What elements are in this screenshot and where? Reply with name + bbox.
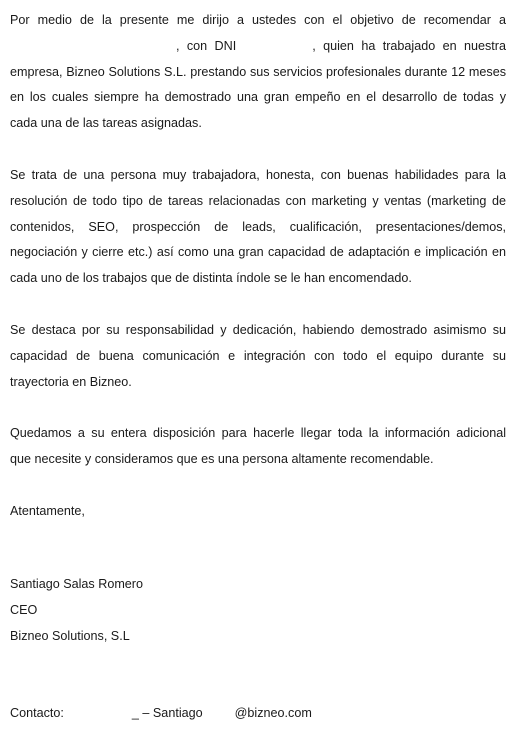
contact-email-domain: @bizneo.com <box>234 706 312 720</box>
text-line: , con DNI , quien ha trabajado en nuestra <box>176 38 506 53</box>
text-line: Quedamos a su entera disposición para hacerle llegar toda la información adicional <box>10 426 506 441</box>
closing-salutation: Atentamente, <box>10 503 85 518</box>
signer-company: Bizneo Solutions, S.L <box>10 628 130 643</box>
signer-role: CEO <box>10 602 38 617</box>
paragraph-availability <box>10 421 506 473</box>
contact-separator: _ – Santiago <box>131 706 203 720</box>
text-line: contenidos, SEO, prospección de leads, cualificación, presentaciones/demos, <box>10 219 506 234</box>
paragraph-responsibility <box>10 318 506 395</box>
paragraph-intro <box>10 8 506 137</box>
signer-name: Santiago Salas Romero <box>10 577 144 591</box>
letter-body <box>10 8 506 525</box>
text-line: negociación y cierre etc.) así como una gran capacidad de adaptación e implicación en <box>10 245 506 260</box>
text-line: en los cuales siempre ha demostrado una gran empeño en el desarrollo de todas y <box>10 90 506 105</box>
text-line: que necesite y consideramos que es una persona altamente recomendable. <box>10 452 434 467</box>
text-line: capacidad de buena comunicación e integración con todo el equipo durante su <box>10 348 506 363</box>
text-line: Se trata de una persona muy trabajadora, honesta, con buenas habilidades para la <box>10 167 506 182</box>
text-line: empresa, Bizneo Solutions S.L. prestando sus servicios profesionales durante 12 meses <box>10 64 506 79</box>
text-line: trayectoria en Bizneo. <box>10 374 132 389</box>
text-line: cada uno de los trabajos que de distinta índole se le han encomendado. <box>10 271 412 286</box>
signature-block <box>10 572 143 649</box>
text-line: Por medio de la presente me dirijo a ustedes con el objetivo de recomendar a <box>10 13 506 27</box>
paragraph-qualities <box>10 163 506 292</box>
contact-line <box>10 701 312 727</box>
contact-label: Contacto: <box>10 706 64 720</box>
text-line: resolución de todo tipo de tareas relacionadas con marketing y ventas (marketing de <box>10 193 506 208</box>
text-line: cada una de las tareas asignadas. <box>10 116 202 131</box>
text-line: Se destaca por su responsabilidad y dedicación, habiendo demostrado asimismo su <box>10 322 506 337</box>
